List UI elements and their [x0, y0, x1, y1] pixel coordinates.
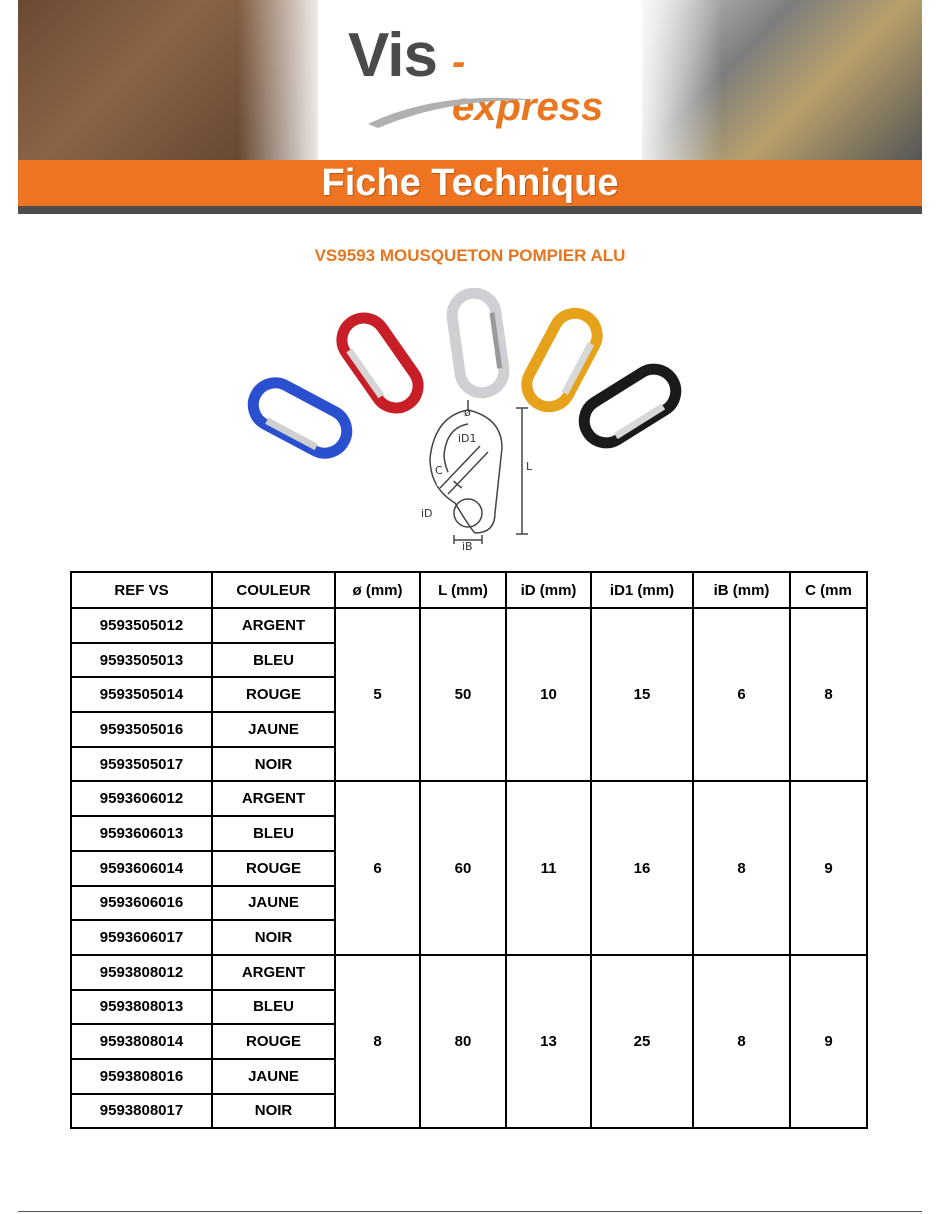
ref-cell: 9593606012: [71, 781, 212, 816]
footer-divider: [18, 1211, 922, 1212]
header-ref: REF VS: [71, 572, 212, 608]
technical-drawing: [430, 400, 528, 544]
logo-swoosh-icon: [348, 90, 548, 130]
header-length: L (mm): [420, 572, 506, 608]
color-cell: ROUGE: [212, 851, 335, 886]
diameter-cell: 8: [335, 955, 420, 1128]
product-title: VS9593 MOUSQUETON POMPIER ALU: [314, 246, 626, 265]
c-cell: 9: [790, 955, 867, 1128]
diagram-label-id: iD: [421, 507, 433, 520]
table-header-row: [71, 572, 867, 608]
ref-cell: 9593606017: [71, 920, 212, 955]
c-cell: 8: [790, 608, 867, 781]
length-cell: 80: [420, 955, 506, 1128]
ref-cell: 9593505016: [71, 712, 212, 747]
color-cell: JAUNE: [212, 886, 335, 921]
logo-vis-text: Vis: [348, 21, 437, 90]
ref-cell: 9593808016: [71, 1059, 212, 1094]
id1-cell: 16: [591, 781, 693, 954]
ref-cell: 9593808012: [71, 955, 212, 990]
color-cell: JAUNE: [212, 1059, 335, 1094]
spec-table: [70, 571, 868, 1129]
ref-cell: 9593808013: [71, 990, 212, 1025]
carabiner-red-icon: [333, 309, 426, 416]
c-cell: 9: [790, 781, 867, 954]
color-cell: BLEU: [212, 643, 335, 678]
color-cell: ROUGE: [212, 1024, 335, 1059]
color-cell: JAUNE: [212, 712, 335, 747]
banner-title: Fiche Technique: [321, 162, 619, 204]
color-cell: ARGENT: [212, 781, 335, 816]
header-color: COULEUR: [212, 572, 335, 608]
table-row: [71, 608, 867, 643]
ref-cell: 9593505017: [71, 747, 212, 782]
color-cell: NOIR: [212, 920, 335, 955]
diameter-cell: 5: [335, 608, 420, 781]
id-cell: 10: [506, 608, 591, 781]
ref-cell: 9593505013: [71, 643, 212, 678]
ib-cell: 6: [693, 608, 790, 781]
color-cell: NOIR: [212, 747, 335, 782]
carabiner-black-icon: [576, 361, 684, 451]
header-ib: iB (mm): [693, 572, 790, 608]
carabiner-blue-icon: [246, 375, 355, 461]
carabiner-silver-icon: [449, 290, 506, 395]
header-banner: [18, 0, 922, 214]
color-cell: BLEU: [212, 816, 335, 851]
ref-cell: 9593505012: [71, 608, 212, 643]
id1-cell: 25: [591, 955, 693, 1128]
header-id1: iD1 (mm): [591, 572, 693, 608]
color-cell: NOIR: [212, 1094, 335, 1129]
color-cell: BLEU: [212, 990, 335, 1025]
diagram-label-ib: iB: [462, 540, 473, 550]
color-cell: ARGENT: [212, 608, 335, 643]
id-cell: 11: [506, 781, 591, 954]
ib-cell: 8: [693, 955, 790, 1128]
ref-cell: 9593606014: [71, 851, 212, 886]
diameter-cell: 6: [335, 781, 420, 954]
id1-cell: 15: [591, 608, 693, 781]
diagram-label-c: C: [435, 464, 443, 477]
length-cell: 50: [420, 608, 506, 781]
ib-cell: 8: [693, 781, 790, 954]
ref-cell: 9593808017: [71, 1094, 212, 1129]
length-cell: 60: [420, 781, 506, 954]
diagram-label-l: L: [526, 460, 533, 473]
ref-cell: 9593606013: [71, 816, 212, 851]
header-diameter: ø (mm): [335, 572, 420, 608]
table-row: [71, 781, 867, 816]
ref-cell: 9593606016: [71, 886, 212, 921]
diagram-label-diameter: ø: [464, 406, 471, 419]
fiche-technique-bar: [18, 160, 922, 206]
ref-cell: 9593505014: [71, 677, 212, 712]
header-id: iD (mm): [506, 572, 591, 608]
table-row: [71, 955, 867, 990]
header-c: C (mm: [790, 572, 867, 608]
ref-cell: 9593808014: [71, 1024, 212, 1059]
carabiner-illustration: [240, 288, 700, 550]
vis-express-logo: [348, 20, 608, 130]
color-cell: ROUGE: [212, 677, 335, 712]
color-cell: ARGENT: [212, 955, 335, 990]
id-cell: 13: [506, 955, 591, 1128]
diagram-label-id1: iD1: [458, 432, 477, 445]
logo-express-text: -express: [452, 40, 604, 129]
